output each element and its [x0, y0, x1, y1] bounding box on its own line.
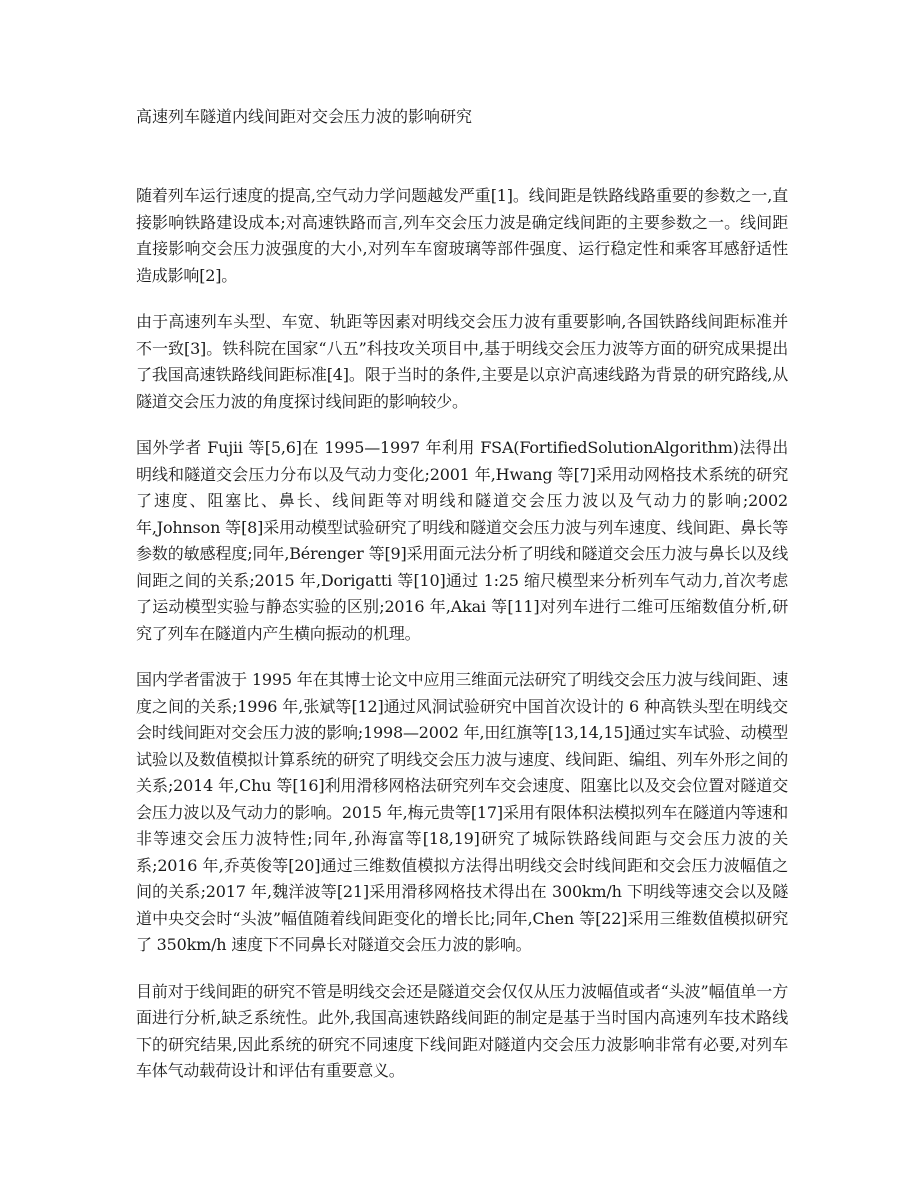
paragraph-5: 目前对于线间距的研究不管是明线交会还是隧道交会仅仅从压力波幅值或者“头波”幅值单一方面进行分析,缺乏系统性。此外,我国高速铁路线间距的制定是基于当时国内高速列车技术路线下的研究结果,因此系统的研究不同速度下线间距对隧道内交会压力波影响非常有必要,对列车车体气动载荷设计和评估有重要意义。 — [136, 981, 788, 1080]
paragraph-1: 随着列车运行速度的提高,空气动力学问题越发严重[1]。线间距是铁路线路重要的参数之一,直接影响铁路建设成本;对高速铁路而言,列车交会压力波是确定线间距的主要参数之一。线间距直接影响交会压力波强度的大小,对列车车窗玻璃等部件强度、运行稳定性和乘客耳感舒适性造成影响[2]。 — [136, 186, 788, 285]
paragraph-3: 国外学者 Fujii 等[5,6]在 1995—1997 年利用 FSA(FortifiedSolutionAlgorithm)法得出明线和隧道交会压力分布以及气动力变化;2001 年,Hwang 等[7]采用动网格技术系统的研究了速度、阻塞比、鼻长、线间距等对明线和隧道交会压力波以及气动力的影响;2002 年,Johnson 等[8]采用动模型试验研究了明线和隧道交会压力波与列车速度、线间距、鼻长等参数的敏感程度;同年,Bérenger 等[9]采用面元法分析了明线和隧道交会压力波与鼻长以及线间距之间的关系;2015 年,Dorigatti 等[10]通过 1:25 缩尺模型来分析列车气动力,首次考虑了运动模型实验与静态实验的区别;2016 年,Akai 等[11]对列车进行二维可压缩数值分析,研究了列车在隧道内产生横向振动的机理。 — [136, 438, 788, 643]
paragraph-4: 国内学者雷波于 1995 年在其博士论文中应用三维面元法研究了明线交会压力波与线间距、速度之间的关系;1996 年,张斌等[12]通过风洞试验研究中国首次设计的 6 种高铁头型在明线交会时线间距对交会压力波的影响;1998—2002 年,田红旗等[13,14,15]通过实车试验、动模型试验以及数值模拟计算系统的研究了明线交会压力波与速度、线间距、编组、列车外形之间的关系;2014 年,Chu 等[16]利用滑移网格法研究列车交会速度、阻塞比以及交会位置对隧道交会压力波以及气动力的影响。2015 年,梅元贵等[17]采用有限体积法模拟列车在隧道内等速和非等速交会压力波特性;同年,孙海富等[18,19]研究了城际铁路线间距与交会压力波的关系;2016 年,乔英俊等[20]通过三维数值模拟方法得出明线交会时线间距和交会压力波幅值之间的关系;2017 年,魏洋波等[21]采用滑移网格技术得出在 300km/h 下明线等速交会以及隧道中央交会时“头波”幅值随着线间距变化的增长比;同年,Chen 等[22]采用三维数值模拟研究了 350km/h 速度下不同鼻长对隧道交会压力波的影响。 — [136, 670, 788, 954]
document-title: 高速列车隧道内线间距对交会压力波的影响研究 — [136, 107, 473, 126]
document-body — [136, 183, 788, 1105]
paragraph-2: 由于高速列车头型、车宽、轨距等因素对明线交会压力波有重要影响,各国铁路线间距标准并不一致[3]。铁科院在国家“八五”科技攻关项目中,基于明线交会压力波等方面的研究成果提出了我国高速铁路线间距标准[4]。限于当时的条件,主要是以京沪高速线路为背景的研究路线,从隧道交会压力波的角度探讨线间距的影响较少。 — [136, 312, 788, 411]
